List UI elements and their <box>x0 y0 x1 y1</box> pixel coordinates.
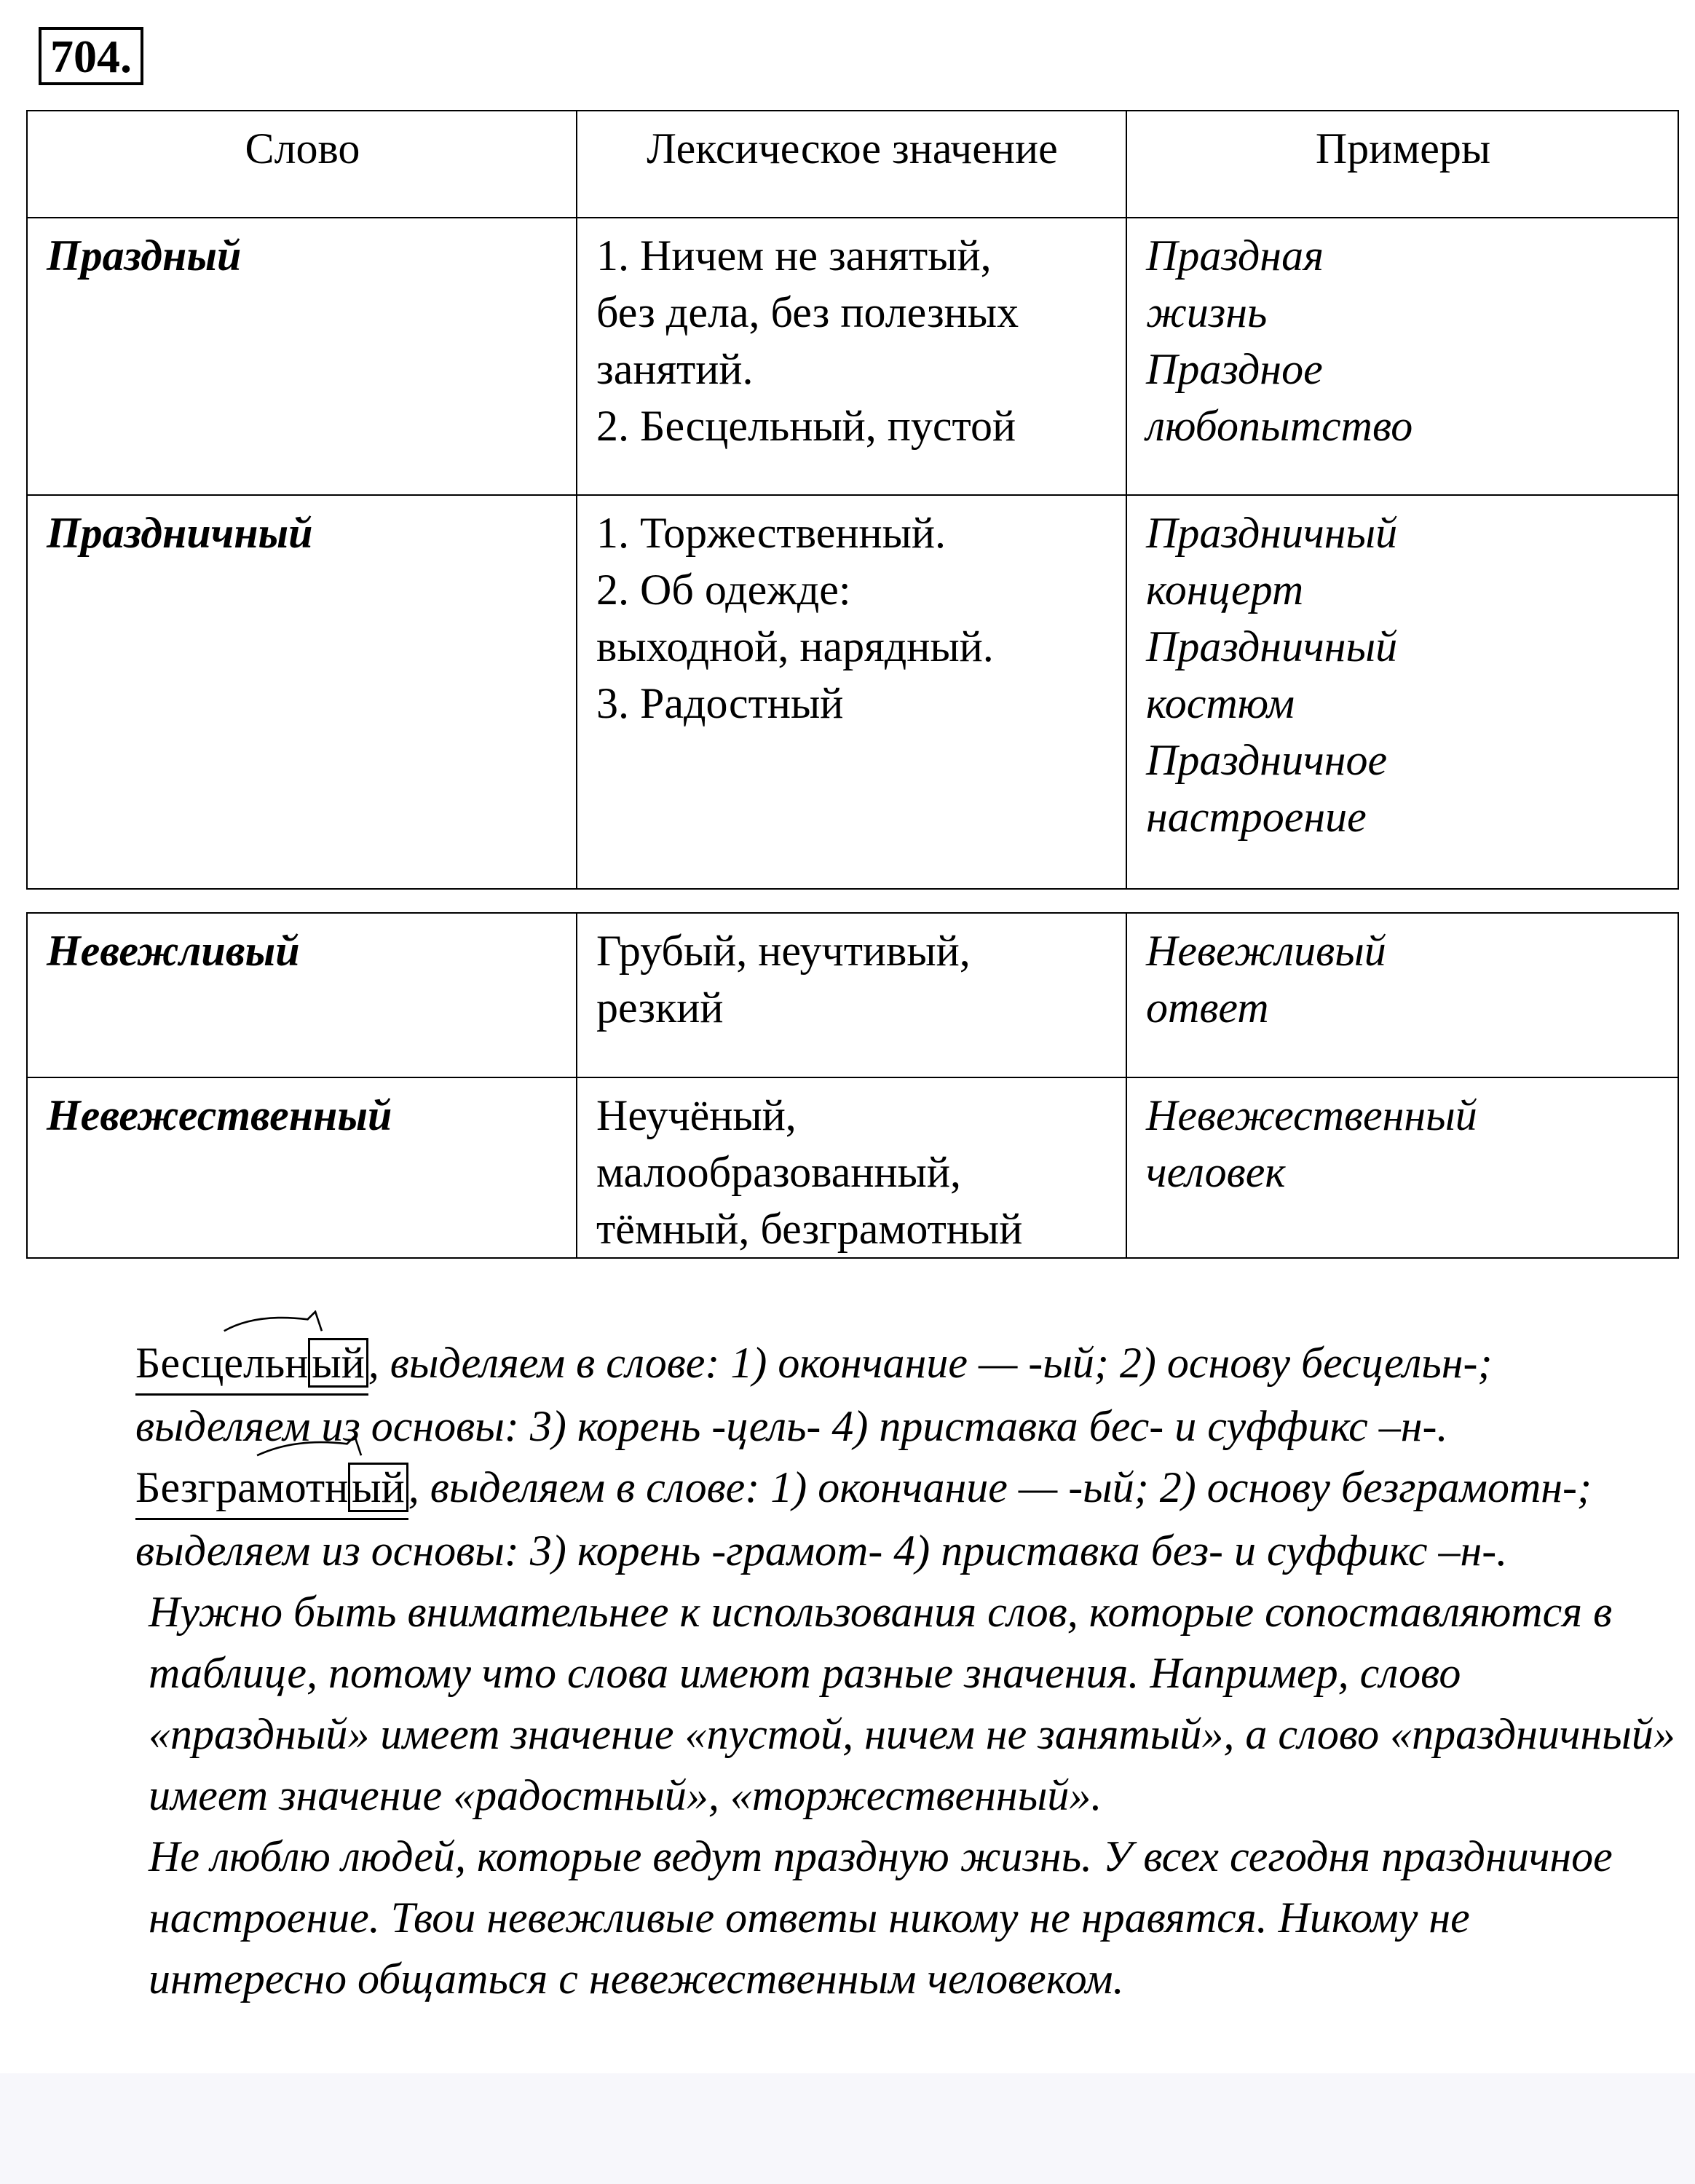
paragraph-text: , выделяем в слове: 1) окончание — -ый; 2) основу бесцельн-; выделяем из основы: 3) корень -цель- 4) приставка бес- и суффикс –н-. <box>135 1339 1493 1450</box>
example-line: Невежливый <box>1146 927 1386 975</box>
word-stem: Безграмотн <box>135 1463 349 1511</box>
meaning-line: без дела, без полезных <box>596 288 1019 336</box>
header-word: Слово <box>27 111 577 218</box>
morpheme-word <box>135 1332 368 1396</box>
meaning-line: Неучёный, <box>596 1091 797 1139</box>
example-line: Невежественный <box>1146 1091 1477 1139</box>
paragraph-morpheme-2 <box>26 1457 1678 1581</box>
examples-cell <box>1126 218 1678 495</box>
meaning-line: занятий. <box>596 345 754 393</box>
meaning-cell <box>577 495 1126 889</box>
example-line: Праздное <box>1146 345 1323 393</box>
suffix-mark-icon <box>135 1310 441 1332</box>
header-examples: Примеры <box>1126 111 1678 218</box>
example-line: настроение <box>1146 793 1367 841</box>
example-line: Праздная <box>1146 232 1324 280</box>
example-line: жизнь <box>1146 288 1268 336</box>
word-ending: ый <box>348 1463 408 1512</box>
example-line: Праздничный <box>1146 509 1398 557</box>
examples-cell <box>1126 913 1678 1077</box>
word-cell: Праздничный <box>27 495 577 889</box>
meaning-line: малообразованный, <box>596 1148 961 1196</box>
meaning-line: 2. Об одежде: <box>596 566 851 614</box>
meaning-line: 1. Торжественный. <box>596 509 947 557</box>
word-ending: ый <box>308 1338 368 1388</box>
examples-cell <box>1126 1077 1678 1258</box>
meaning-line: 3. Радостный <box>596 679 844 727</box>
table-row <box>27 495 1678 889</box>
suffix-mark-icon <box>135 1435 456 1457</box>
word-cell: Невежливый <box>27 913 577 1077</box>
paragraph-3: Нужно быть внимательнее к использования слов, которые сопоставляются в таблице, потому что слова имеют разные значения. Например, слово «праздный» имеет значение «пустой, ничем не занятый», а слово «праздничный» имеет значение «радостный», «торжественный». <box>149 1588 1675 1819</box>
meaning-cell <box>577 218 1126 495</box>
paragraph-text: , выделяем в слове: 1) окончание — -ый; 2) основу безграмотн-; выделяем из основы: 3) корень -грамот- 4) приставка без- и суффикс –н-. <box>135 1463 1592 1575</box>
table-row <box>27 913 1678 1077</box>
vocabulary-table-bottom <box>26 912 1679 1259</box>
vocabulary-table-top <box>26 110 1679 890</box>
analysis-text <box>26 1332 1678 2009</box>
meaning-line: резкий <box>596 984 724 1032</box>
word-cell: Праздный <box>27 218 577 495</box>
meaning-cell <box>577 913 1126 1077</box>
example-line: Праздничный <box>1146 622 1398 670</box>
example-line: ответ <box>1146 984 1269 1032</box>
word-cell: Невежественный <box>27 1077 577 1258</box>
examples-cell <box>1126 495 1678 889</box>
exercise-number: 704. <box>39 27 143 85</box>
meaning-line: 1. Ничем не занятый, <box>596 232 992 280</box>
meaning-line: тёмный, безграмотный <box>596 1205 1023 1253</box>
example-line: Праздничное <box>1146 736 1388 784</box>
example-line: концерт <box>1146 566 1304 614</box>
example-line: любопытство <box>1146 402 1413 450</box>
table-row <box>27 218 1678 495</box>
table-header-row <box>27 111 1678 218</box>
example-line: человек <box>1146 1148 1286 1196</box>
meaning-cell <box>577 1077 1126 1258</box>
meaning-line: выходной, нарядный. <box>596 622 994 670</box>
paragraph-4: Не люблю людей, которые ведут праздную жизнь. У всех сегодня праздничное настроение. Твои невежливые ответы никому не нравятся. Никому не интересно общаться с невежественным человеком. <box>149 1832 1613 2003</box>
header-meaning: Лексическое значение <box>577 111 1126 218</box>
meaning-line: Грубый, неучтивый, <box>596 927 971 975</box>
meaning-line: 2. Бесцельный, пустой <box>596 402 1016 450</box>
table-row <box>27 1077 1678 1258</box>
word-stem: Бесцельн <box>135 1339 309 1387</box>
example-line: костюм <box>1146 679 1295 727</box>
morpheme-word <box>135 1457 408 1520</box>
